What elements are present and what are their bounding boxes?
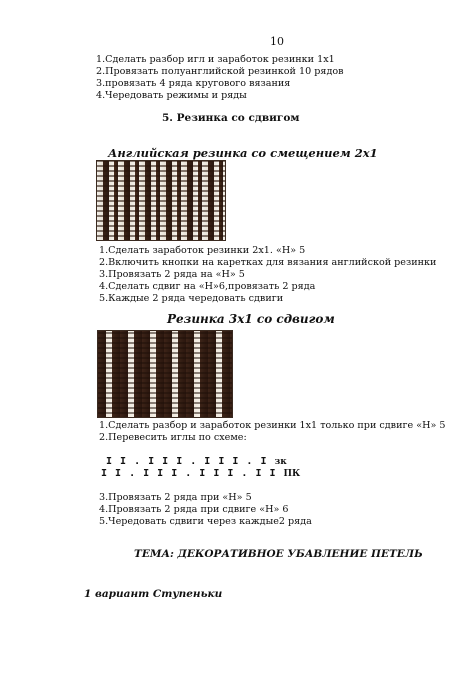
scheme-row-1 (106, 456, 287, 467)
intro-step-3: 3.провязать 4 ряда кругового вязания (96, 78, 291, 89)
part1-step-4: 4.Сделать сдвиг на «Н»6,провязать 2 ряда (99, 281, 316, 292)
scheme-row-2-marks: I I . I I I . I I I . I I (101, 468, 277, 479)
knit-sample-image-1 (96, 160, 226, 241)
scheme-row-2 (101, 468, 300, 479)
part1-step-3: 3.Провязать 2 ряда на «Н» 5 (99, 269, 245, 280)
scheme-row-2-tag: ПК (283, 469, 301, 479)
theme-heading: ТЕМА: ДЕКОРАТИВНОЕ УБАВЛЕНИЕ ПЕТЕЛЬ (134, 548, 423, 560)
intro-step-1: 1.Сделать разбор игл и заработок резинки 1х1 (96, 54, 335, 65)
intro-step-4: 4.Чередовать режимы и ряды (96, 90, 247, 101)
part2-step-4: 4.Провязать 2 ряда при сдвиге «Н» 6 (99, 504, 289, 515)
scheme-row-1-marks: I I . I I I . I I I . I (106, 456, 268, 467)
part1-title: Английская резинка со смещением 2х1 (108, 146, 378, 160)
part1-step-1: 1.Сделать заработок резинки 2х1. «Н» 5 (99, 245, 306, 256)
part2-step-5: 5.Чередовать сдвиги через каждые2 ряда (99, 516, 312, 527)
section-heading: 5. Резинка со сдвигом (162, 112, 300, 124)
part2-step-3: 3.Провязать 2 ряда при «Н» 5 (99, 492, 252, 503)
variant-heading: 1 вариант Ступеньки (84, 588, 223, 600)
intro-step-2: 2.Провязать полуанглийской резинкой 10 рядов (96, 66, 344, 77)
part1-step-2: 2.Включить кнопки на каретках для вязания английской резинки (99, 257, 437, 268)
part2-step-2: 2.Перевесить иглы по схеме: (99, 432, 247, 443)
knit-sample-image-2 (97, 330, 233, 418)
part1-step-5: 5.Каждые 2 ряда чередовать сдвиги (99, 293, 284, 304)
part2-step-1: 1.Сделать разбор и заработок резинки 1х1 только при сдвиге «Н» 5 (99, 420, 446, 431)
part2-title: Резинка 3х1 со сдвигом (167, 312, 335, 326)
page-number: 10 (270, 35, 284, 48)
scheme-row-1-tag: зк (274, 457, 287, 467)
